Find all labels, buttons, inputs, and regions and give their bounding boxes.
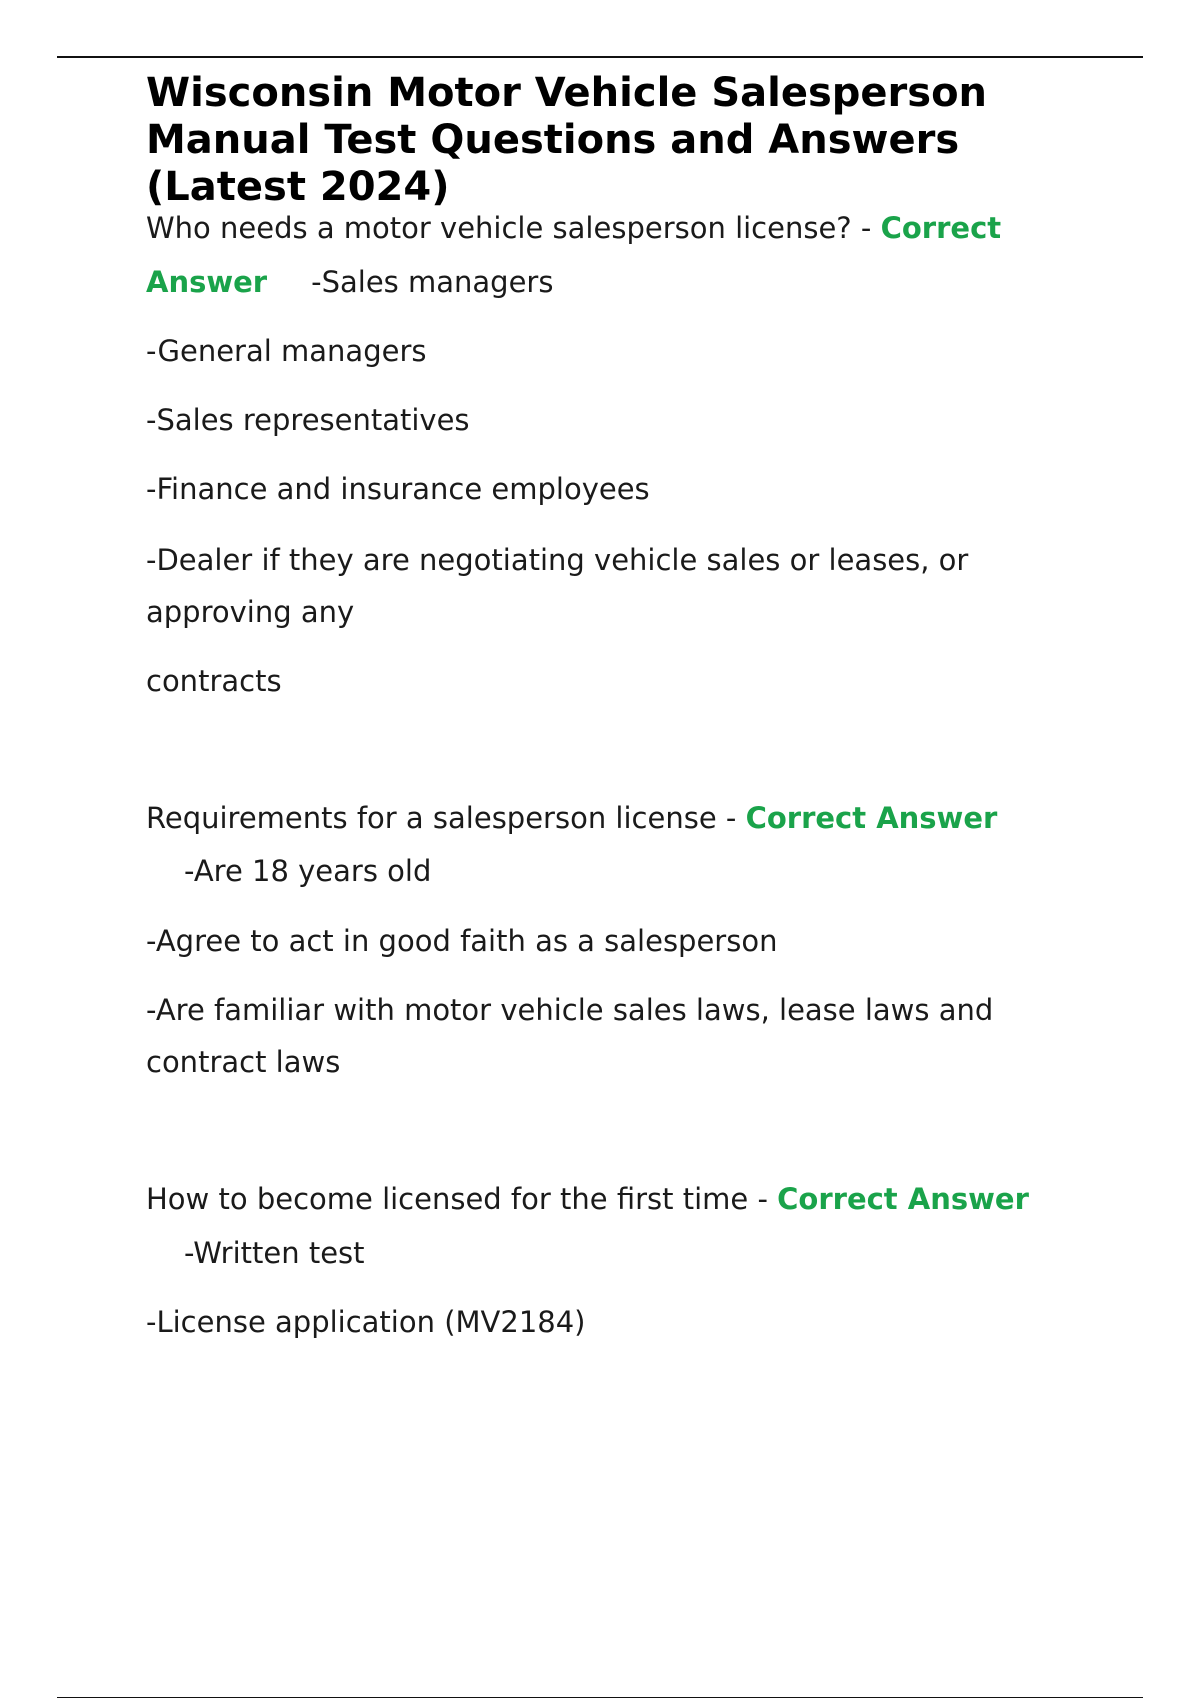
title-line-1: Wisconsin Motor Vehicle Salesperson [146,70,988,116]
title-line-3: (Latest 2024) [146,164,450,210]
answer-item: -Are 18 years old [184,854,432,888]
answer-item: -Dealer if they are negotiating vehicle sales or leases, or [146,543,969,577]
answer-first-line [146,265,1106,299]
correct-answer-label-continued: Answer [146,265,268,299]
document-body [146,70,1106,1339]
bottom-rule [57,1697,1143,1698]
document-title [146,70,1106,211]
answer-item: -Sales managers [311,265,554,299]
answer-item: -Finance and insurance employees [146,472,650,506]
title-line-2: Manual Test Questions and Answers [146,117,960,163]
question-label: How to become licensed for the first time - [146,1182,778,1216]
question-label: Who needs a motor vehicle salesperson license? - [146,211,881,245]
question-text [146,211,1106,245]
question-label: Requirements for a salesperson license - [146,801,746,835]
answer-item-continued: contracts [146,664,282,698]
answer-item-continued: approving any [146,595,355,629]
question-text [146,801,1106,835]
correct-answer-label: Correct Answer [745,801,998,835]
top-rule [57,56,1143,58]
answer-item: -Agree to act in good faith as a salesperson [146,924,778,958]
question-text [146,1182,1106,1216]
correct-answer-label: Correct [880,211,1002,245]
qa-block-license-holders [146,211,1106,698]
answer-item: -General managers [146,334,427,368]
answer-item: -Sales representatives [146,403,470,437]
answer-item: -License application (MV2184) [146,1305,586,1339]
answer-item: -Written test [184,1236,365,1270]
qa-block-requirements [146,801,1106,1079]
answer-item-continued: contract laws [146,1045,341,1079]
answer-item: -Are familiar with motor vehicle sales laws, lease laws and [146,993,994,1027]
qa-block-first-license [146,1182,1106,1339]
correct-answer-label: Correct Answer [777,1182,1029,1216]
